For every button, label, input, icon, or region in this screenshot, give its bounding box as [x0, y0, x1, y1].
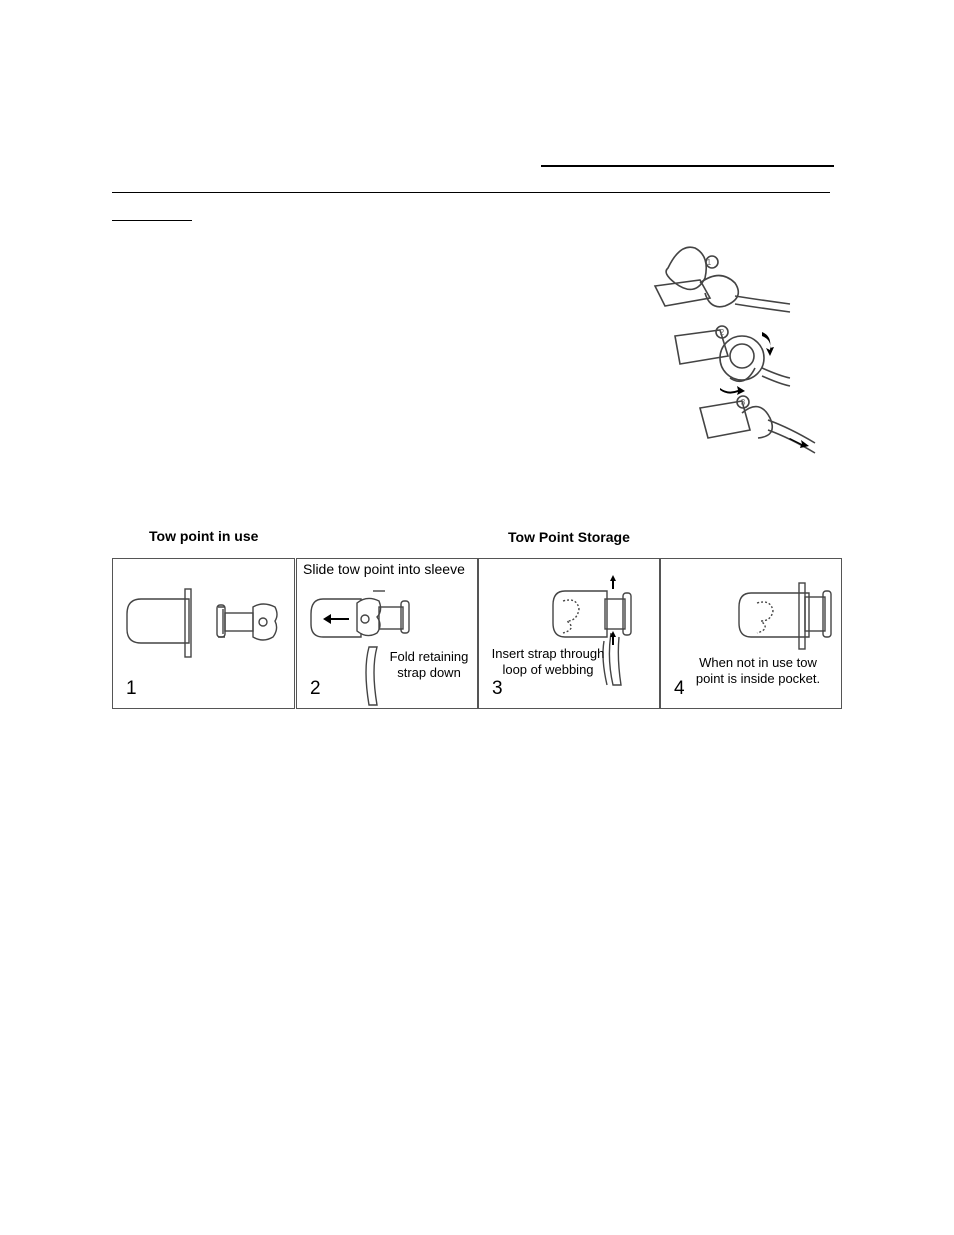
heading-tow-point-storage: Tow Point Storage	[508, 529, 630, 545]
knot-step-3-label: 3	[740, 398, 746, 407]
panel-1	[112, 558, 295, 709]
panel-2	[296, 558, 478, 709]
panel-2-caption: Fold retaining strap down	[389, 649, 469, 680]
panel-3-caption: Insert strap through loop of webbing	[491, 646, 605, 677]
panel-4-caption: When not in use tow point is inside pocket.	[695, 655, 821, 686]
knot-illustration	[650, 238, 835, 470]
underline-rule-1	[541, 165, 834, 167]
panel-2-top-caption: Slide tow point into sleeve	[303, 561, 465, 577]
knot-step-1-label: 1	[706, 258, 712, 267]
panel-3-number: 3	[492, 678, 503, 699]
tow-point-instruction-strip	[112, 558, 842, 709]
panel-4-number: 4	[674, 678, 685, 699]
underline-rule-2	[112, 192, 830, 193]
panel-1-number: 1	[126, 678, 137, 699]
heading-tow-point-in-use: Tow point in use	[149, 528, 259, 544]
underline-rule-3	[112, 220, 192, 221]
panel-4	[660, 558, 842, 709]
knot-step-2-label: 2	[719, 328, 725, 337]
panel-2-number: 2	[310, 678, 321, 699]
panel-3	[478, 558, 660, 709]
